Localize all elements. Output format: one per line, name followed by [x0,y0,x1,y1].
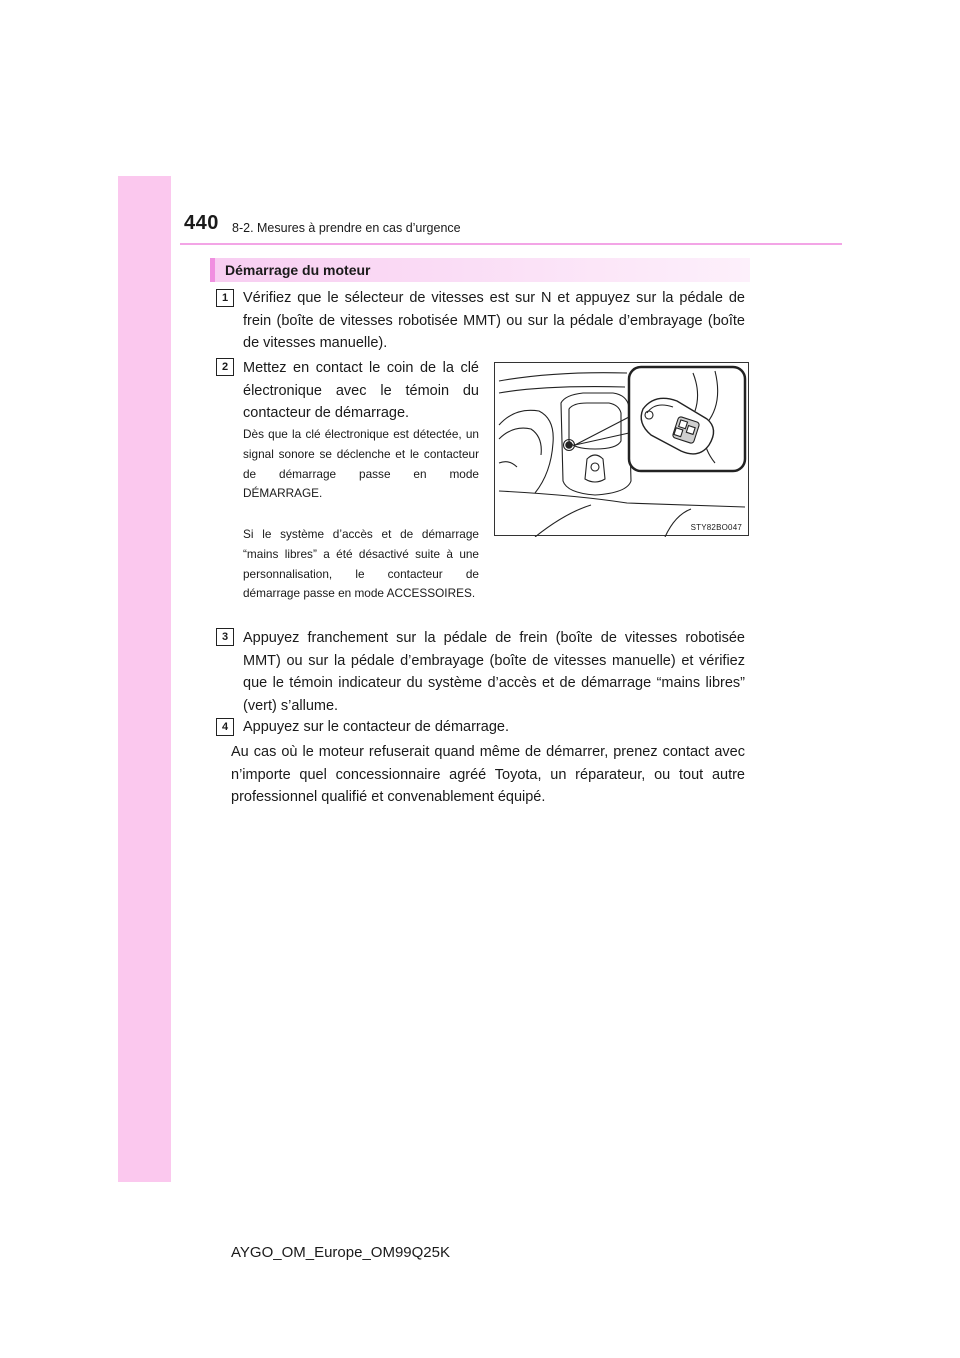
step-4-text: Appuyez sur le contacteur de démarrage. [243,719,509,735]
illustration-key-on-start-switch [494,362,749,536]
closing-paragraph: Au cas où le moteur refuserait quand même de démarrer, prenez contact avec n’importe quel concessionnaire agréé Toyota, un réparateur, ou tout autre professionnel qualifié et convenablement équipé. [231,744,745,805]
step-3-text: Appuyez franchement sur la pédale de frein (boîte de vitesses robotisée MMT) ou sur la pédale d’embrayage (boîte de vitesses manuelle) et vérifiez que le témoin indicateur du système d’accès et de démarrage “mains libres” (vert) s’allume. [243,630,745,714]
step-2-note-2: Si le système d’accès et de démarrage “mains libres” a été désactivé suite à une personnalisation, le contacteur de démarrage passe en mode ACCESSOIRES. [243,527,479,601]
dashboard-key-drawing [495,363,750,537]
step-2-note-1: Dès que la clé électronique est détectée, un signal sonore se déclenche et le contacteur de démarrage passe en mode DÉMARRAGE. [243,427,479,501]
section-heading-bar [210,258,750,282]
section-title: Démarrage du moteur [225,262,371,278]
chapter-title: 8-2. Mesures à prendre en cas d’urgence [232,221,461,235]
step-number-1: 1 [216,289,234,307]
figure-code: STY82BO047 [690,523,742,532]
step-number-4: 4 [216,718,234,736]
step-1-text: Vérifiez que le sélecteur de vitesses est sur N et appuyez sur la pédale de frein (boîte de vitesses robotisée MMT) ou sur la pédale d’embrayage (boîte de vitesses manuelle). [243,290,745,351]
step-2-text: Mettez en contact le coin de la clé électronique avec le témoin du contacteur de démarrage. [243,360,479,421]
document-id-footer: AYGO_OM_Europe_OM99Q25K [231,1244,450,1261]
section-heading-accent [210,258,215,282]
page-number: 440 [184,212,219,234]
step-number-2: 2 [216,358,234,376]
chapter-sidebar-tab [118,176,171,1182]
step-number-3: 3 [216,628,234,646]
header-divider [180,243,842,245]
